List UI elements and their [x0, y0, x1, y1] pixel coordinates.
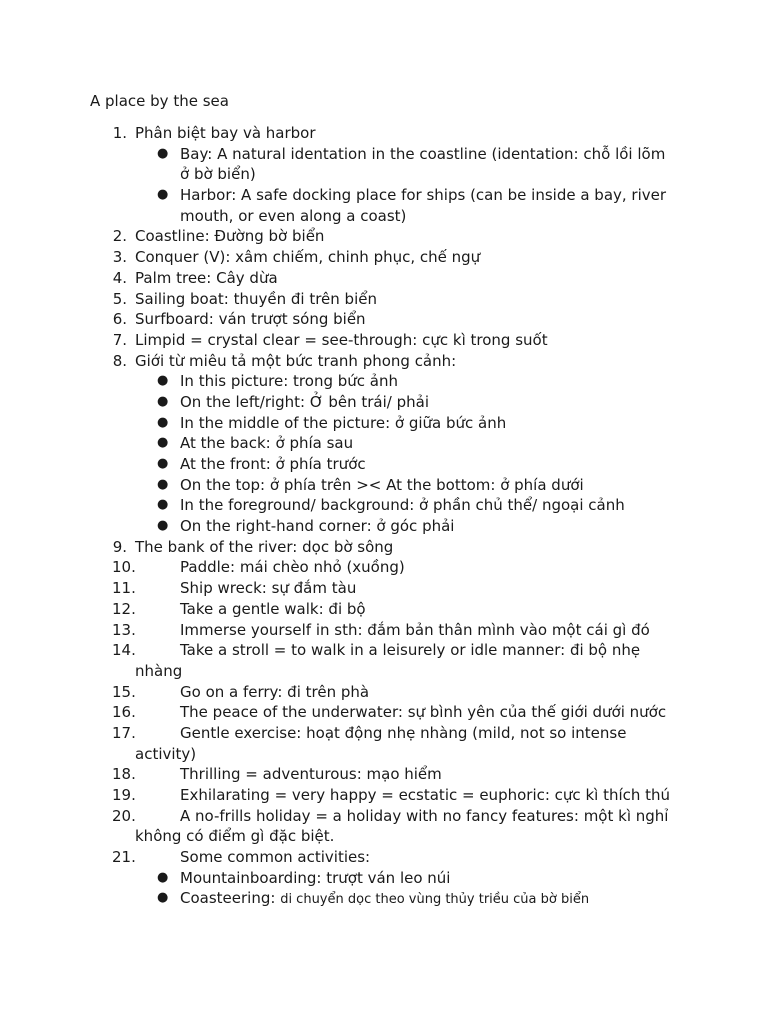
- bullet-icon: ●: [157, 145, 169, 161]
- item-text: At the front: ở phía trước: [180, 455, 366, 473]
- list-item: [0, 371, 768, 392]
- list-item: [0, 516, 768, 537]
- item-text: In the middle of the picture: ở giữa bức ảnh: [180, 413, 507, 432]
- item-number: 7.: [112, 330, 127, 349]
- list-item: [0, 351, 768, 372]
- list-item: [0, 620, 768, 641]
- item-text: Bay: A natural identation in the coastline (identation: chỗ lồi lõm: [180, 144, 666, 163]
- item-number: 8.: [112, 351, 127, 370]
- item-text-continued: ở bờ biển): [180, 165, 256, 184]
- item-text: At the back: ở phía sau: [180, 434, 354, 453]
- bullet-icon: ●: [157, 435, 169, 451]
- item-text: Gentle exercise: hoạt động nhẹ nhàng (mild, not so intense: [180, 723, 627, 742]
- list-item: [0, 433, 768, 454]
- bullet-icon: ●: [157, 393, 169, 409]
- bullet-icon: ●: [157, 414, 169, 430]
- item-text: Giới từ miêu tả một bức tranh phong cảnh:: [135, 351, 457, 370]
- list-item: [0, 206, 768, 227]
- item-number: 20.: [112, 806, 136, 825]
- list-item: [0, 888, 768, 909]
- list-item: [0, 661, 768, 682]
- item-text-continued: nhàng: [135, 661, 183, 680]
- item-text: In the foreground/ background: ở phần chủ thể/ ngoại cảnh: [180, 496, 625, 515]
- list-item: [0, 744, 768, 765]
- item-text: Go on a ferry: đi trên phà: [180, 682, 370, 701]
- item-number: 16.: [112, 703, 136, 722]
- item-number: 6.: [112, 310, 127, 329]
- item-text: Some common activities:: [180, 848, 371, 867]
- list-item: [0, 599, 768, 620]
- item-number: 18.: [112, 765, 136, 784]
- item-number: 12.: [112, 599, 136, 618]
- item-number: 5.: [112, 289, 127, 308]
- list-item: [0, 454, 768, 475]
- item-text: The peace of the underwater: sự bình yên của thế giới dưới nước: [180, 703, 667, 722]
- document-title: A place by the sea: [90, 92, 229, 110]
- list-item: [0, 868, 768, 889]
- item-number: 9.: [112, 537, 127, 556]
- list-item: [0, 785, 768, 806]
- item-text: Surfboard: ván trượt sóng biển: [135, 310, 366, 329]
- item-number: 4.: [112, 268, 127, 287]
- item-text: Ship wreck: sự đắm tàu: [180, 579, 357, 598]
- item-number: 15.: [112, 682, 136, 701]
- list-item: [0, 578, 768, 599]
- item-number: 19.: [112, 786, 136, 804]
- item-text: Coasteering: di chuyển dọc theo vùng thủy triều của bờ biển: [180, 889, 590, 908]
- list-item: [0, 185, 768, 206]
- item-text: Limpid = crystal clear = see-through: cực kì trong suốt: [135, 330, 548, 349]
- item-text: Mountainboarding: trượt ván leo núi: [180, 868, 451, 887]
- list-item: [0, 289, 768, 310]
- item-text: Exhilarating = very happy = ecstatic = euphoric: cực kì thích thú: [180, 786, 671, 804]
- bullet-icon: ●: [157, 518, 169, 534]
- list-item: [0, 164, 768, 185]
- bullet-icon: ●: [157, 187, 169, 203]
- list-item: [0, 123, 768, 144]
- item-text-continued: mouth, or even along a coast): [180, 206, 407, 225]
- list-item: [0, 268, 768, 289]
- bullet-icon: ●: [157, 890, 169, 906]
- list-item: [0, 392, 768, 413]
- item-text: The bank of the river: dọc bờ sông: [135, 537, 394, 556]
- item-text: On the top: ở phía trên >< At the bottom: ở phía dưới: [180, 475, 584, 494]
- item-text: Immerse yourself in sth: đắm bản thân mình vào một cái gì đó: [180, 620, 650, 639]
- item-text: Conquer (V): xâm chiếm, chinh phục, chế ngự: [135, 248, 481, 267]
- item-text: On the right-hand corner: ở góc phải: [180, 517, 455, 536]
- item-text: Take a stroll = to walk in a leisurely or idle manner: đi bộ nhẹ: [180, 641, 641, 660]
- item-text: Coastline: Đường bờ biển: [135, 227, 325, 246]
- item-number: 21.: [112, 848, 136, 867]
- list-item: [0, 826, 768, 847]
- list-item: [0, 330, 768, 351]
- vocabulary-list: [0, 123, 768, 909]
- list-item: [0, 413, 768, 434]
- bullet-icon: ●: [157, 373, 169, 389]
- item-text: Sailing boat: thuyền đi trên biển: [135, 289, 377, 308]
- item-number: 1.: [112, 124, 127, 142]
- list-item: [0, 475, 768, 496]
- list-item: [0, 806, 768, 827]
- bullet-icon: ●: [157, 869, 169, 885]
- item-text: A no-frills holiday = a holiday with no fancy features: một kì nghỉ: [180, 806, 669, 825]
- item-text-continued: activity): [135, 744, 197, 763]
- item-number: 3.: [112, 248, 127, 267]
- item-text: On the left/right: Ở bên trái/ phải: [180, 392, 429, 411]
- item-text: Palm tree: Cây dừa: [135, 268, 278, 287]
- item-text: In this picture: trong bức ảnh: [180, 372, 398, 391]
- item-number: 2.: [112, 227, 127, 246]
- item-text-continued: không có điểm gì đặc biệt.: [135, 827, 335, 846]
- item-text: Take a gentle walk: đi bộ: [180, 599, 366, 618]
- list-item: [0, 640, 768, 661]
- item-number: 14.: [112, 641, 136, 660]
- bullet-icon: ●: [157, 476, 169, 492]
- list-item: [0, 247, 768, 268]
- item-number: 17.: [112, 723, 136, 742]
- item-text: Phân biệt bay và harbor: [135, 124, 316, 142]
- list-item: [0, 557, 768, 578]
- item-number: 13.: [112, 620, 136, 639]
- item-number: 10.: [112, 558, 136, 577]
- list-item: [0, 723, 768, 744]
- bullet-icon: ●: [157, 497, 169, 513]
- list-item: [0, 537, 768, 558]
- item-text: Harbor: A safe docking place for ships (can be inside a bay, river: [180, 186, 667, 205]
- list-item: [0, 764, 768, 785]
- item-text: Thrilling = adventurous: mạo hiểm: [180, 765, 442, 784]
- list-item: [0, 847, 768, 868]
- item-number: 11.: [112, 579, 136, 598]
- list-item: [0, 702, 768, 723]
- item-text-small: di chuyển dọc theo vùng thủy triều của bờ biển: [280, 892, 590, 908]
- list-item: [0, 682, 768, 703]
- list-item: [0, 309, 768, 330]
- list-item: [0, 144, 768, 165]
- item-text: Paddle: mái chèo nhỏ (xuồng): [180, 558, 405, 577]
- bullet-icon: ●: [157, 456, 169, 471]
- list-item: [0, 226, 768, 247]
- list-item: [0, 495, 768, 516]
